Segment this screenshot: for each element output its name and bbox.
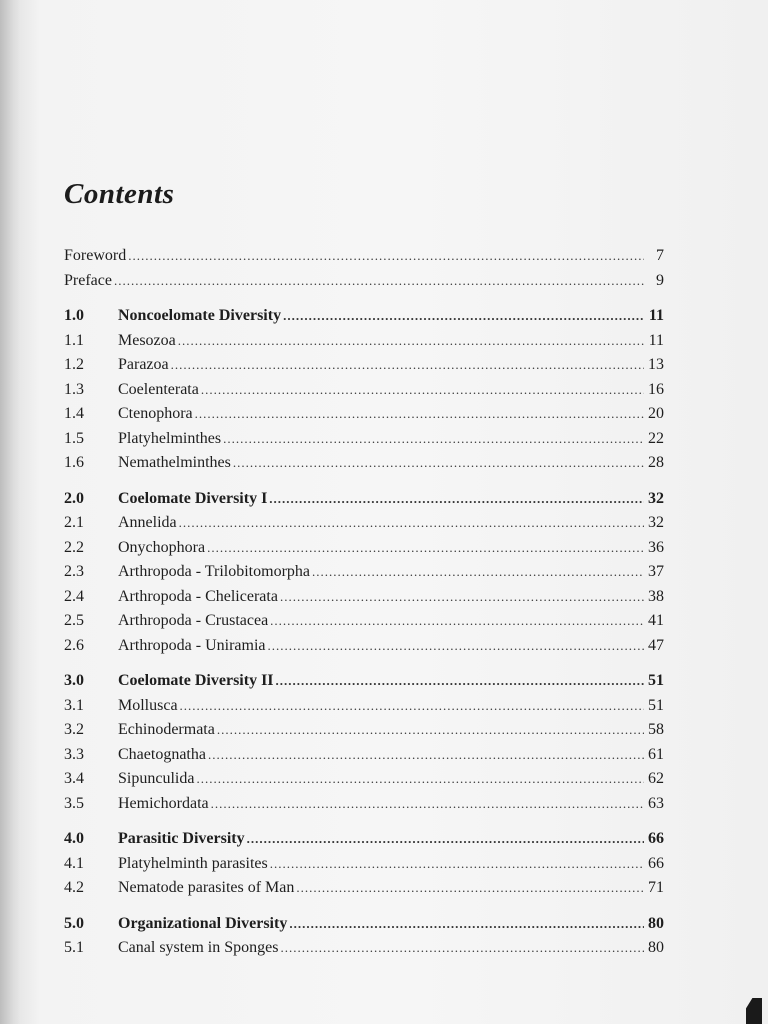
toc-entry-label: Mollusca bbox=[118, 696, 178, 714]
toc-entry bbox=[64, 353, 664, 378]
toc-entry bbox=[64, 852, 664, 877]
toc-entry-foreword bbox=[64, 244, 664, 269]
toc-entry bbox=[64, 743, 664, 768]
toc-entry-number: 4.2 bbox=[64, 879, 84, 896]
toc-page-number: 32 bbox=[648, 489, 664, 507]
toc-entry-number: 1.5 bbox=[64, 429, 84, 447]
toc-entry-number: 2.1 bbox=[64, 514, 84, 531]
toc-entry-label: Arthropoda - Chelicerata bbox=[118, 587, 278, 605]
dot-leader bbox=[268, 634, 644, 659]
toc-page-number: 16 bbox=[648, 380, 664, 398]
toc-page-number: 62 bbox=[648, 770, 664, 787]
section-gap bbox=[64, 476, 664, 487]
toc-page-number: 61 bbox=[648, 745, 664, 763]
section-gap bbox=[64, 901, 664, 912]
section-gap bbox=[64, 816, 664, 827]
toc-page-number: 80 bbox=[648, 939, 664, 956]
toc-page-number: 38 bbox=[648, 587, 664, 605]
dot-leader bbox=[195, 402, 644, 427]
toc-page-number: 47 bbox=[648, 636, 664, 654]
dot-leader bbox=[270, 609, 644, 634]
toc-section-number: 2.0 bbox=[64, 489, 84, 507]
dot-leader bbox=[283, 304, 644, 329]
toc-entry bbox=[64, 609, 664, 634]
dot-leader bbox=[201, 378, 644, 403]
toc-section-heading bbox=[64, 304, 664, 329]
toc-page-number: 71 bbox=[648, 879, 664, 896]
toc-entry-label: Ctenophora bbox=[118, 405, 193, 422]
section-gap bbox=[64, 293, 664, 304]
toc-page-number: 13 bbox=[648, 356, 664, 373]
dot-leader bbox=[180, 694, 644, 719]
toc-page-number: 51 bbox=[648, 672, 664, 689]
toc-entry-number: 2.6 bbox=[64, 636, 84, 654]
toc-section-number: 4.0 bbox=[64, 830, 84, 847]
toc-entry-label: Coelenterata bbox=[118, 380, 199, 398]
toc-entry-number: 2.4 bbox=[64, 587, 84, 605]
section-gap bbox=[64, 658, 664, 669]
toc-entry-label: Echinodermata bbox=[118, 721, 215, 738]
toc-entry bbox=[64, 694, 664, 719]
toc-entry-label: Arthropoda - Trilobitomorpha bbox=[118, 563, 310, 580]
dot-leader bbox=[171, 353, 644, 378]
dot-leader bbox=[269, 487, 644, 512]
dot-leader bbox=[114, 269, 644, 294]
toc-entry-number: 2.2 bbox=[64, 538, 84, 556]
toc-section-heading bbox=[64, 487, 664, 512]
toc-entry-label: Mesozoa bbox=[118, 331, 176, 349]
toc-section-label: Coelomate Diversity I bbox=[118, 489, 268, 507]
toc-page-number: 9 bbox=[656, 271, 664, 289]
dot-leader bbox=[280, 936, 644, 961]
toc-entry-label: Foreword bbox=[64, 247, 127, 264]
toc-entry-label: Parazoa bbox=[118, 356, 169, 373]
toc-entry-label: Nemathelminthes bbox=[118, 454, 231, 471]
toc-entry bbox=[64, 402, 664, 427]
toc-section-number: 3.0 bbox=[64, 672, 84, 689]
toc-entry-label: Platyhelminth parasites bbox=[118, 854, 268, 872]
toc-entry bbox=[64, 329, 664, 354]
toc-page-number: 22 bbox=[648, 429, 664, 447]
dot-leader bbox=[128, 244, 644, 269]
toc-section-label: Noncoelomate Diversity bbox=[118, 307, 282, 324]
toc-entry bbox=[64, 634, 664, 659]
toc-entry-label: Nematode parasites of Man bbox=[118, 879, 295, 896]
toc-entry-number: 2.3 bbox=[64, 563, 84, 580]
toc-entry-number: 2.5 bbox=[64, 612, 84, 629]
toc-section-heading bbox=[64, 912, 664, 937]
toc-section-heading bbox=[64, 827, 664, 852]
toc-page-number: 41 bbox=[648, 612, 664, 629]
toc-entry-number: 3.3 bbox=[64, 745, 84, 763]
toc-page-number: 11 bbox=[648, 307, 664, 324]
toc-entry bbox=[64, 585, 664, 610]
toc-page-number: 7 bbox=[656, 247, 664, 264]
dot-leader bbox=[233, 451, 644, 476]
toc-entry-number: 1.2 bbox=[64, 356, 84, 373]
toc-entry bbox=[64, 451, 664, 476]
dot-leader bbox=[289, 912, 644, 937]
toc-entry bbox=[64, 378, 664, 403]
toc-entry-number: 5.1 bbox=[64, 939, 84, 956]
toc-entry bbox=[64, 767, 664, 792]
dot-leader bbox=[211, 792, 644, 817]
page-corner-mark bbox=[746, 998, 762, 1024]
toc-entry bbox=[64, 511, 664, 536]
dot-leader bbox=[179, 511, 644, 536]
toc-entry-label: Sipunculida bbox=[118, 770, 195, 787]
page-title: Contents bbox=[64, 178, 175, 210]
dot-leader bbox=[270, 852, 644, 877]
toc-entry bbox=[64, 792, 664, 817]
toc-entry-label: Arthropoda - Uniramia bbox=[118, 636, 266, 654]
toc-entry-number: 3.4 bbox=[64, 770, 84, 787]
toc-entry-number: 3.5 bbox=[64, 794, 84, 812]
dot-leader bbox=[276, 669, 644, 694]
toc-entry-label: Hemichordata bbox=[118, 794, 209, 812]
dot-leader bbox=[207, 536, 644, 561]
toc-page-number: 51 bbox=[648, 696, 664, 714]
toc-section-heading bbox=[64, 669, 664, 694]
toc-section-label: Coelomate Diversity II bbox=[118, 672, 274, 689]
toc-entry bbox=[64, 876, 664, 901]
toc-page-number: 66 bbox=[648, 830, 664, 847]
toc-page-number: 20 bbox=[648, 405, 664, 422]
dot-leader bbox=[208, 743, 644, 768]
toc-entry bbox=[64, 718, 664, 743]
toc-entry-label: Chaetognatha bbox=[118, 745, 206, 763]
toc-entry-number: 4.1 bbox=[64, 854, 84, 872]
toc-entry-number: 3.2 bbox=[64, 721, 84, 738]
toc-entry-number: 1.3 bbox=[64, 380, 84, 398]
toc-entry-label: Preface bbox=[64, 271, 112, 289]
toc-entry bbox=[64, 560, 664, 585]
toc-entry-label: Arthropoda - Crustacea bbox=[118, 612, 269, 629]
toc-page-number: 80 bbox=[648, 914, 664, 932]
toc-page-number: 28 bbox=[648, 454, 664, 471]
toc-entry-number: 1.4 bbox=[64, 405, 84, 422]
dot-leader bbox=[280, 585, 644, 610]
toc-page-number: 36 bbox=[648, 538, 664, 556]
toc-entry bbox=[64, 427, 664, 452]
page-binding-shadow bbox=[0, 0, 20, 1024]
toc-section-label: Organizational Diversity bbox=[118, 914, 288, 932]
toc-page-number: 37 bbox=[648, 563, 664, 580]
dot-leader bbox=[178, 329, 644, 354]
dot-leader bbox=[296, 876, 644, 901]
toc-page-number: 32 bbox=[648, 514, 664, 531]
dot-leader bbox=[217, 718, 644, 743]
toc-page-number: 11 bbox=[648, 331, 664, 349]
toc-entry-label: Onychophora bbox=[118, 538, 206, 556]
toc-page-number: 58 bbox=[648, 721, 664, 738]
toc-page-number: 63 bbox=[648, 794, 664, 812]
dot-leader bbox=[196, 767, 644, 792]
toc-entry-label: Annelida bbox=[118, 514, 177, 531]
toc-section-label: Parasitic Diversity bbox=[118, 830, 245, 847]
dot-leader bbox=[312, 560, 644, 585]
toc-section-number: 5.0 bbox=[64, 914, 84, 932]
toc-section-number: 1.0 bbox=[64, 307, 84, 324]
dot-leader bbox=[247, 827, 644, 852]
toc-entry bbox=[64, 536, 664, 561]
toc-page-number: 66 bbox=[648, 854, 664, 872]
table-of-contents bbox=[64, 244, 664, 961]
toc-entry-label: Canal system in Sponges bbox=[118, 939, 279, 956]
toc-entry-label: Platyhelminthes bbox=[118, 429, 222, 447]
dot-leader bbox=[223, 427, 644, 452]
toc-entry-preface bbox=[64, 269, 664, 294]
toc-entry-number: 3.1 bbox=[64, 696, 84, 714]
toc-entry bbox=[64, 936, 664, 961]
toc-entry-number: 1.1 bbox=[64, 331, 84, 349]
toc-entry-number: 1.6 bbox=[64, 454, 84, 471]
